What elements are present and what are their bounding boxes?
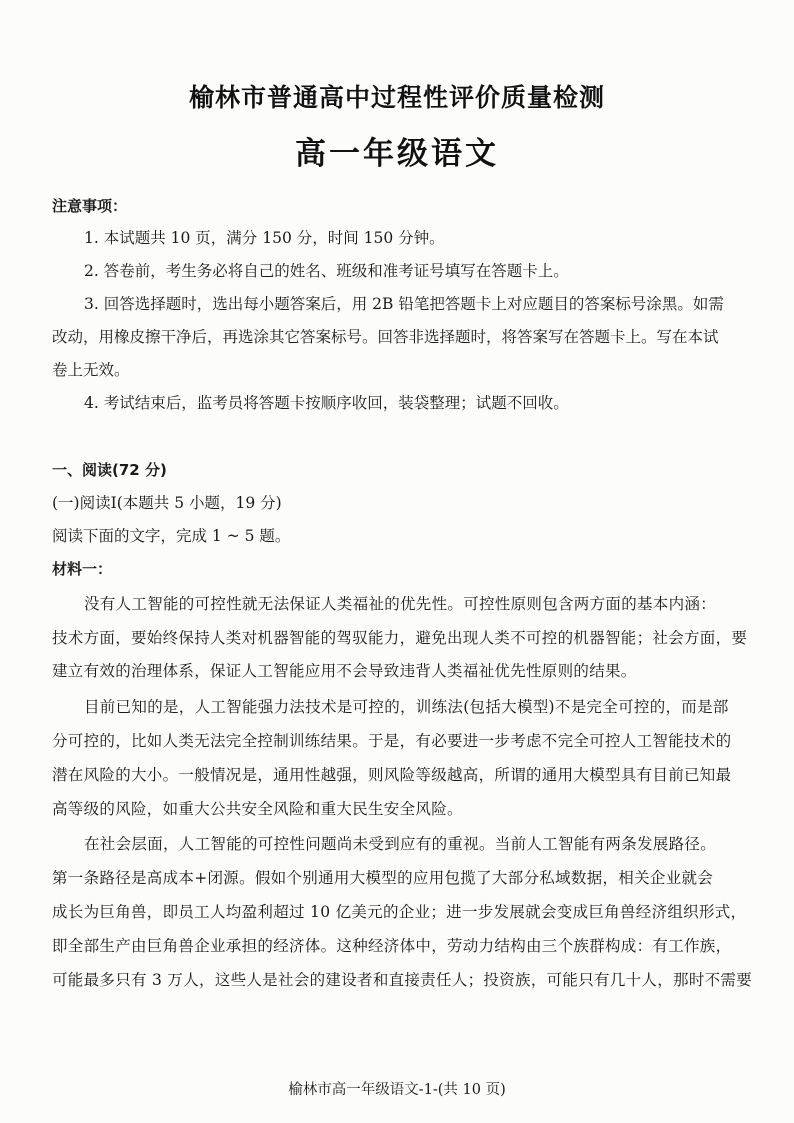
- notice-item-continued: 卷上无效。: [52, 361, 130, 379]
- passage-line: 即全部生产由巨角兽企业承担的经济体。这种经济体中，劳动力结构由三个族群构成：有工作族，: [52, 937, 732, 955]
- passage-line: 高等级的风险，如重大公共安全风险和重大民生安全风险。: [52, 800, 463, 818]
- passage-line: 技术方面，要始终保持人类对机器智能的驾驭能力，避免出现人类不可控的机器智能；社会方面，要: [52, 629, 748, 647]
- reading-instruction: 阅读下面的文字，完成 1 ~ 5 题。: [52, 527, 291, 545]
- passage-line: 分可控的，比如人类无法完全控制训练结果。于是，有必要进一步考虑不完全可控人工智能技术的: [52, 732, 732, 750]
- passage-line: 在社会层面，人工智能的可控性问题尚未受到应有的重视。当前人工智能有两条发展路径。: [84, 835, 717, 853]
- passage-line: 第一条路径是高成本+闭源。假如个别通用大模型的应用包揽了大部分私域数据，相关企业就会: [52, 869, 714, 887]
- page-footer: 榆林市高一年级语文-1-(共 10 页): [288, 1082, 506, 1098]
- passage-line: 可能最多只有 3 万人，这些人是社会的建设者和直接责任人；投资族，可能只有几十人，那时不需要: [52, 971, 753, 989]
- passage-line: 成长为巨角兽，即员工人均盈利超过 10 亿美元的企业；进一步发展就会变成巨角兽经济组织形式，: [52, 903, 747, 921]
- passage-line: 没有人工智能的可控性就无法保证人类福祉的优先性。可控性原则包含两方面的基本内涵：: [84, 595, 717, 613]
- notice-item: 4. 考试结束后，监考员将答题卡按顺序收回，装袋整理；试题不回收。: [84, 394, 569, 412]
- notice-item-continued: 改动，用橡皮擦干净后，再选涂其它答案标号。回答非选择题时，将答案写在答题卡上。写在本试: [52, 328, 719, 346]
- material-label: 材料一：: [52, 560, 113, 578]
- notice-item: 1. 本试题共 10 页，满分 150 分，时间 150 分钟。: [84, 229, 445, 247]
- passage-line: 目前已知的是，人工智能强力法技术是可控的，训练法(包括大模型)不是完全可控的，而是部: [84, 698, 729, 716]
- section-heading: 一、阅读(72 分): [52, 461, 167, 479]
- passage-line: 潜在风险的大小。一般情况是，通用性越强，则风险等级越高，所谓的通用大模型具有目前已知最: [52, 766, 732, 784]
- sub-section-heading: (一)阅读Ⅰ(本题共 5 小题，19 分): [52, 494, 282, 512]
- notice-item: 3. 回答选择题时，选出每小题答案后，用 2B 铅笔把答题卡上对应题目的答案标号涂黑。如需: [84, 295, 724, 313]
- notice-heading: 注意事项：: [52, 197, 128, 215]
- notice-item: 2. 答卷前，考生务必将自己的姓名、班级和准考证号填写在答题卡上。: [84, 262, 569, 280]
- exam-subject-title: 高一年级语文: [295, 136, 499, 172]
- exam-title: 榆林市普通高中过程性评价质量检测: [188, 83, 605, 112]
- passage-line: 建立有效的治理体系，保证人工智能应用不会导致违背人类福祉优先性原则的结果。: [52, 662, 637, 680]
